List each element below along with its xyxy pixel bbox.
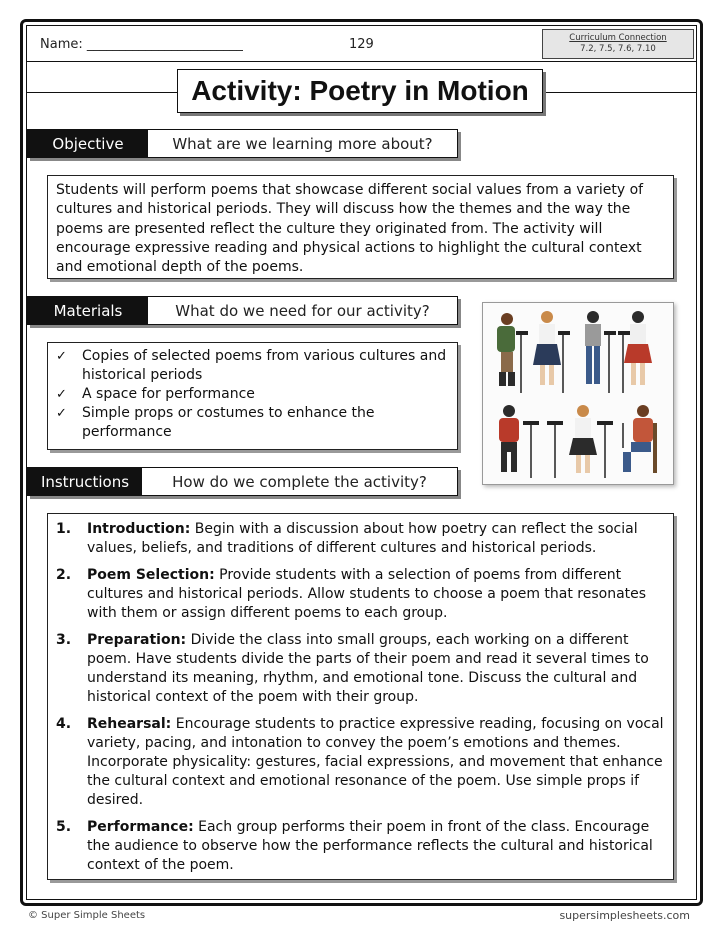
curriculum-connection-title: Curriculum Connection [569, 33, 667, 43]
curriculum-connection-codes: 7.2, 7.5, 7.6, 7.10 [580, 44, 656, 54]
materials-question: What do we need for our activity? [175, 301, 430, 320]
materials-box [47, 342, 458, 450]
page-number: 129 [349, 37, 374, 52]
name-field-label: Name: ________________________ [40, 37, 243, 52]
list-item: 1. Introduction: Begin with a discussion about how poetry can reflect the social values, beliefs, and traditions of different cultures and historical periods. [56, 521, 638, 556]
header-divider-top [27, 61, 696, 62]
curriculum-connection-box [542, 29, 694, 59]
objective-text: Students will perform poems that showcase different social values from a variety of cultures and historical periods. They will discuss how the themes and the way the poems are presented reflect the culture they originated from. The activity will encourage expressive reading and physical actions to highlight the cultural context and emotional depth of the poems. [56, 182, 644, 276]
list-item: 4. Rehearsal: Encourage students to practice expressive reading, focusing on vocal variety, pacing, and intonation to convey the poem’s emotions and themes. Incorporate physicality: gestures, facial expressions, and movement that enhance the cultural context and emotional resonance of the poem. Use simple props if desired. [56, 716, 664, 808]
footer-website: supersimplesheets.com [559, 909, 690, 922]
checkmark-icon: ✓ [56, 349, 67, 364]
materials-section-header [27, 296, 458, 325]
list-item: ✓ A space for performance [56, 386, 255, 402]
instructions-question: How do we complete the activity? [172, 472, 427, 491]
list-item: 2. Poem Selection: Provide students with a selection of poems from different cultures and historical periods. Allow students to choose a poem that resonates with them or assign different poems to each group. [56, 567, 647, 621]
objective-box [47, 175, 674, 279]
list-item: ✓ Copies of selected poems from various cultures and historical periods [56, 348, 447, 383]
list-item: 5. Performance: Each group performs their poem in front of the class. Encourage the audience to observe how the performance reflects the cultural and historical context of the poem. [56, 819, 653, 873]
checkmark-icon: ✓ [56, 406, 67, 421]
instructions-list [48, 514, 673, 875]
instructions-box [47, 513, 674, 880]
checkmark-icon: ✓ [56, 387, 67, 402]
footer-copyright: © Super Simple Sheets [28, 910, 146, 921]
materials-list [48, 343, 457, 442]
poetry-readers-illustration [482, 302, 674, 485]
objective-label: Objective [28, 130, 148, 157]
list-item: 3. Preparation: Divide the class into small groups, each working on a different poem. Have students divide the parts of their poem and read it several times to understand its meaning, rhythm, and emotional tone. Discuss the cultural and historical context of the poem with their group. [56, 632, 649, 705]
materials-label: Materials [28, 297, 148, 324]
list-item: ✓ Simple props or costumes to enhance the performance [56, 405, 375, 440]
instructions-label: Instructions [28, 468, 142, 495]
instructions-section-header [27, 467, 458, 496]
objective-question: What are we learning more about? [172, 134, 433, 153]
objective-section-header [27, 129, 458, 158]
page-title: Activity: Poetry in Motion [177, 69, 543, 113]
students-reading-icon [483, 303, 673, 484]
